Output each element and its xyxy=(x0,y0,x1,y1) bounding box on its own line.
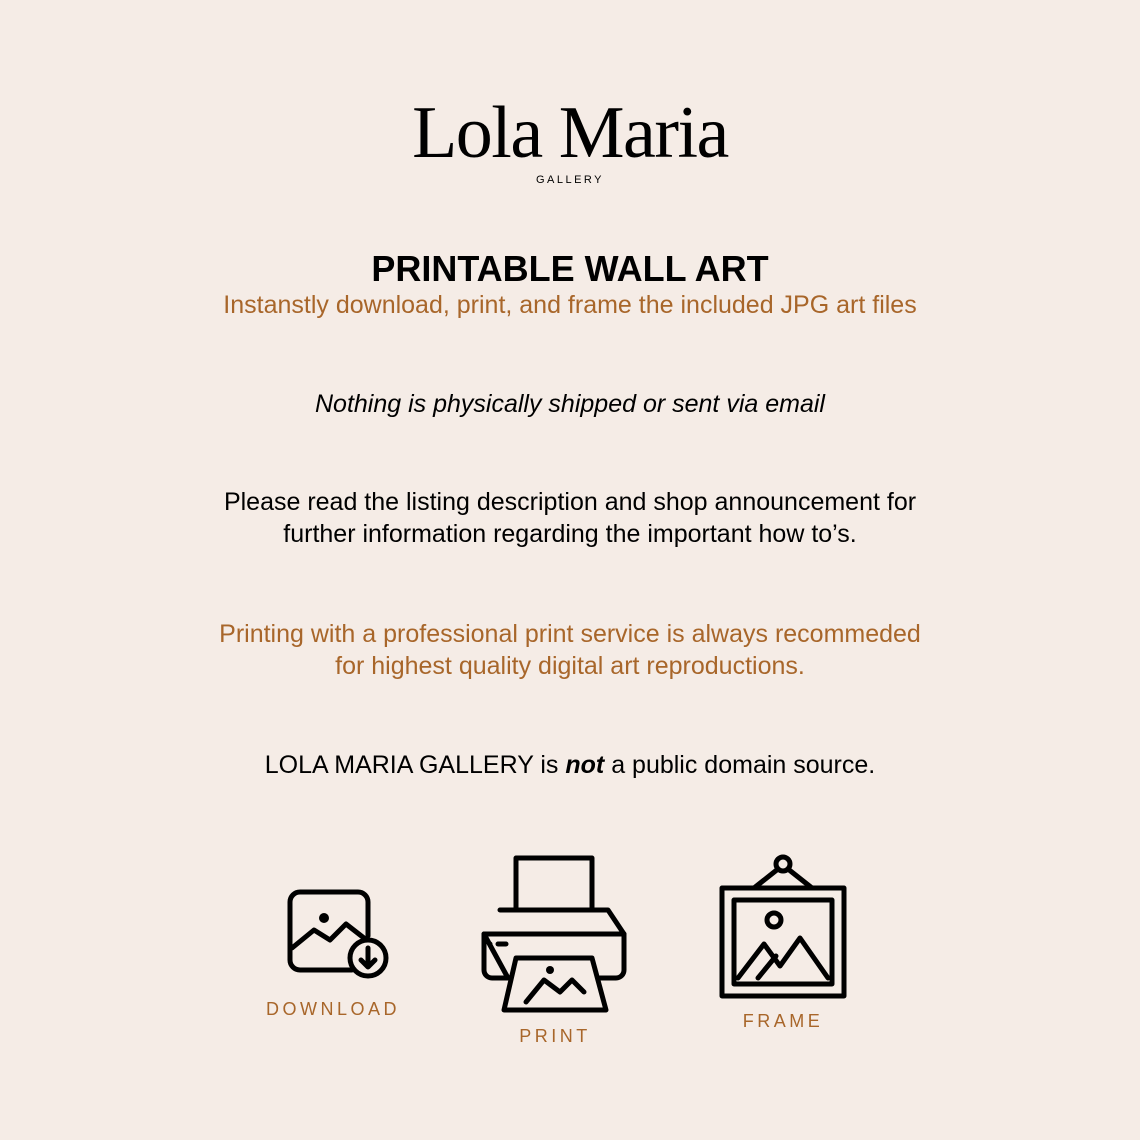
printer-icon xyxy=(472,854,636,1016)
instructions-line-1: Please read the listing description and shop announcement for xyxy=(223,488,917,516)
instructions-line-2: further information regarding the important how to’s. xyxy=(283,520,857,548)
recommendation-line-2: for highest quality digital art reproductions. xyxy=(335,652,805,680)
brand-subtitle: GALLERY xyxy=(535,174,605,186)
page-subtitle: Instanstly download, print, and frame the included JPG art files xyxy=(223,291,917,319)
disclaimer-before: LOLA MARIA GALLERY is xyxy=(264,751,566,779)
recommendation-line-1: Printing with a professional print service is always recommeded xyxy=(219,620,921,648)
download-label: DOWNLOAD xyxy=(265,999,400,1019)
page-title: PRINTABLE WALL ART xyxy=(371,248,769,289)
print-label: PRINT xyxy=(519,1026,591,1046)
instructions-paragraph xyxy=(0,486,1140,550)
disclaimer-emphasis: not xyxy=(565,751,605,779)
framed-picture-icon xyxy=(718,854,848,1000)
recommendation-paragraph xyxy=(0,618,1140,682)
shipping-notice: Nothing is physically shipped or sent via email xyxy=(315,390,825,418)
image-download-icon xyxy=(286,888,390,980)
frame-label: FRAME xyxy=(742,1011,824,1031)
disclaimer-after: a public domain source. xyxy=(604,751,876,779)
brand-logo: Lola Maria xyxy=(412,92,728,174)
disclaimer xyxy=(0,749,1140,781)
